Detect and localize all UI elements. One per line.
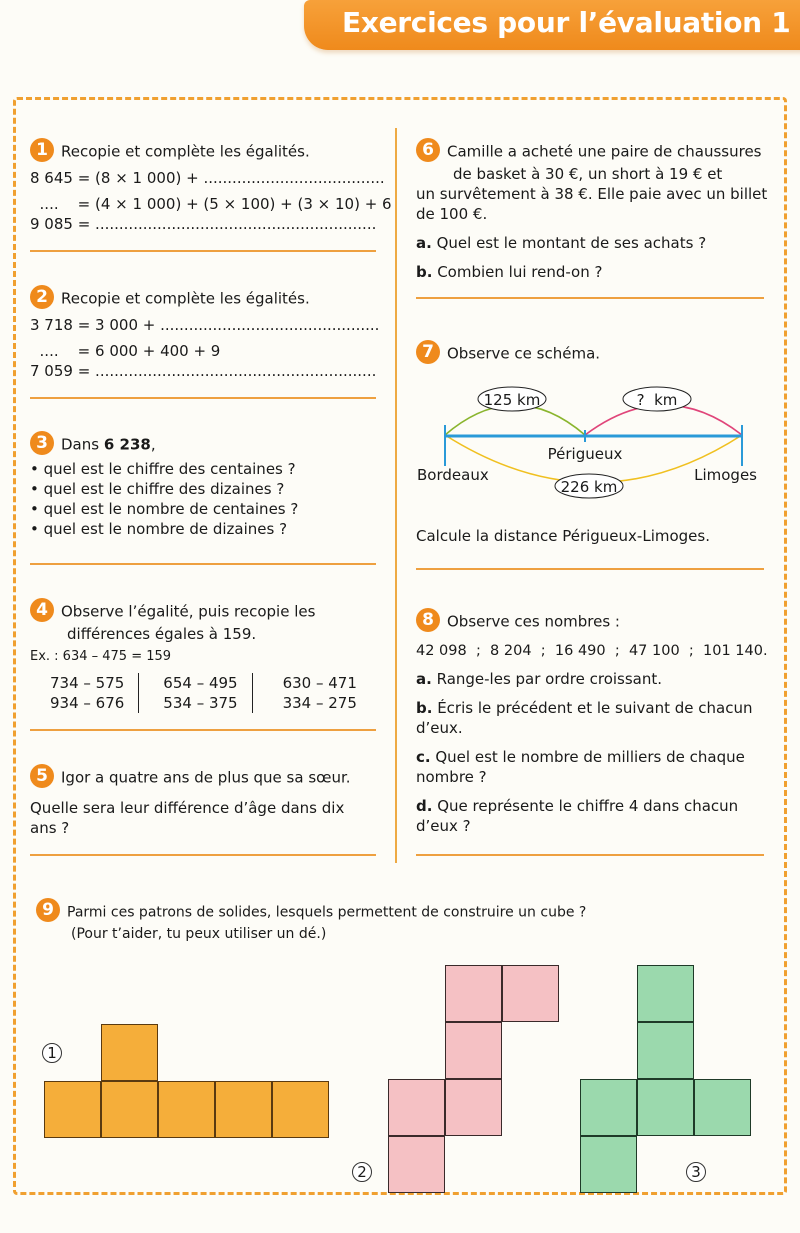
equation-line: .... = 6 000 + 400 + 9 [30, 342, 221, 360]
net-square [388, 1136, 445, 1193]
separator-line [30, 854, 376, 856]
separator-line [30, 563, 376, 565]
separator-line [416, 568, 764, 570]
question-text: d’eux. [416, 719, 463, 737]
net-square [388, 1079, 445, 1136]
differences-column [252, 673, 369, 713]
exercise-statement: Igor a quatre ans de plus que sa sœur. [61, 768, 351, 787]
exercise-number-badge: 2 [30, 285, 54, 309]
net-square [445, 1079, 502, 1136]
bullet-question: • quel est le chiffre des centaines ? [30, 460, 296, 478]
question-text: Écris le précédent et le suivant de chacun [432, 699, 753, 717]
net-label: 3 [686, 1162, 706, 1182]
exercise-question: Quelle sera leur différence d’âge dans dix [30, 799, 345, 817]
net-square [637, 1022, 694, 1079]
exercise-hint: (Pour t’aider, tu peux utiliser un dé.) [71, 926, 327, 942]
bullet-question: • quel est le nombre de centaines ? [30, 500, 299, 518]
net-square [158, 1081, 215, 1138]
bullet-question: • quel est le chiffre des dizaines ? [30, 480, 285, 498]
equation-line: 3 718 = 3 000 + .............................................. [30, 316, 380, 334]
exercise-2 [30, 287, 380, 381]
question-label: b. [416, 263, 433, 281]
exercise-statement: de 100 €. [416, 205, 488, 223]
net-square [445, 1022, 502, 1079]
question-label: d. [416, 797, 433, 815]
exercise-instruction: Recopie et complète les égalités. [61, 289, 310, 308]
difference: 734 – 575 [50, 674, 125, 692]
exercise-number-badge: 7 [416, 340, 440, 364]
question-label: a. [416, 234, 432, 252]
difference: 934 – 676 [50, 694, 125, 712]
difference: 654 – 495 [163, 674, 238, 692]
net-square [101, 1024, 158, 1081]
exercise-7 [416, 342, 786, 366]
separator-line [30, 397, 376, 399]
exercise-1 [30, 140, 392, 234]
exercise-statement: Camille a acheté une paire de chaussures [447, 142, 762, 161]
differences-table [50, 673, 390, 713]
net-square [637, 965, 694, 1022]
page-title: Exercices pour l’évaluation 1 [342, 6, 791, 39]
net-square [272, 1081, 329, 1138]
distance-left-label: 125 km [483, 391, 541, 409]
difference: 334 – 275 [282, 694, 357, 712]
separator-line [416, 854, 764, 856]
exercise-number-badge: 1 [30, 138, 54, 162]
question-text: Que représente le chiffre 4 dans chacun [432, 797, 739, 815]
difference: 534 – 375 [163, 694, 238, 712]
exercise-intro: Dans [61, 435, 104, 454]
distance-total-label: 226 km [560, 478, 618, 496]
exercise-instruction: Observe ces nombres : [447, 612, 620, 631]
question-text: Combien lui rend-on ? [432, 263, 603, 281]
highlighted-number: 6 238 [103, 435, 151, 454]
net-square [580, 1136, 637, 1193]
exercise-number-badge: 9 [36, 898, 60, 922]
equation-line: 7 059 = ........................................................... [30, 362, 377, 380]
exercise-question: ans ? [30, 819, 70, 837]
city-middle-label: Périgueux [547, 445, 623, 463]
column-divider [395, 128, 397, 863]
net-square [44, 1081, 101, 1138]
question-label: b. [416, 699, 433, 717]
exercise-number-badge: 5 [30, 764, 54, 788]
equation-line: 8 645 = (8 × 1 000) + ...................................... [30, 169, 385, 187]
question-label: a. [416, 670, 432, 688]
exercise-instruction: différences égales à 159. [67, 625, 257, 643]
exercise-number-badge: 3 [30, 431, 54, 455]
equation-line: .... = (4 × 1 000) + (5 × 100) + (3 × 10) + 6 [30, 195, 392, 213]
question-text: nombre ? [416, 768, 487, 786]
question-text: Quel est le montant de ses achats ? [431, 234, 707, 252]
exercise-instruction: Recopie et complète les égalités. [61, 142, 310, 161]
separator-line [30, 729, 376, 731]
example-line: Ex. : 634 – 475 = 159 [30, 649, 172, 664]
question-text: d’eux ? [416, 817, 471, 835]
exercise-statement: un survêtement à 38 €. Elle paie avec un billet [416, 185, 768, 203]
net-square [502, 965, 559, 1022]
net-label: 2 [352, 1162, 372, 1182]
question-text: Quel est le nombre de milliers de chaque [430, 748, 745, 766]
differences-column [50, 673, 138, 713]
exercise-8 [416, 610, 791, 836]
distance-right-label: ? km [636, 391, 678, 409]
bullet-question: • quel est le nombre de dizaines ? [30, 520, 288, 538]
exercise-number-badge: 8 [416, 608, 440, 632]
distance-diagram [405, 380, 785, 505]
net-square [580, 1079, 637, 1136]
net-square [215, 1081, 272, 1138]
exercise-number-badge: 6 [416, 138, 440, 162]
differences-column [138, 673, 251, 713]
exercise-5 [30, 766, 390, 838]
net-square [101, 1081, 158, 1138]
exercise-number-badge: 4 [30, 598, 54, 622]
punctuation: , [150, 435, 156, 454]
exercise-3 [30, 433, 380, 539]
question-text: Range-les par ordre croissant. [431, 670, 663, 688]
exercise-6 [416, 140, 786, 282]
exercise-instruction: Observe ce schéma. [447, 344, 601, 363]
net-square [637, 1079, 694, 1136]
city-left-label: Bordeaux [417, 466, 489, 484]
exercise-7-question: Calcule la distance Périgueux-Limoges. [416, 527, 710, 545]
city-right-label: Limoges [694, 466, 757, 484]
separator-line [30, 250, 376, 252]
equation-line: 9 085 = ........................................................... [30, 215, 377, 233]
net-label: 1 [42, 1043, 62, 1063]
separator-line [416, 297, 764, 299]
exercise-9 [36, 900, 776, 944]
question-label: c. [416, 748, 431, 766]
net-square [694, 1079, 751, 1136]
exercise-4 [30, 600, 390, 713]
net-square [445, 965, 502, 1022]
numbers-list: 42 098 ; 8 204 ; 16 490 ; 47 100 ; 101 140. [416, 643, 768, 659]
exercise-question: Parmi ces patrons de solides, lesquels permettent de construire un cube ? [67, 904, 587, 921]
difference: 630 – 471 [282, 674, 357, 692]
exercise-instruction: Observe l’égalité, puis recopie les [61, 602, 316, 621]
exercise-statement: de basket à 30 €, un short à 19 € et [453, 165, 723, 183]
